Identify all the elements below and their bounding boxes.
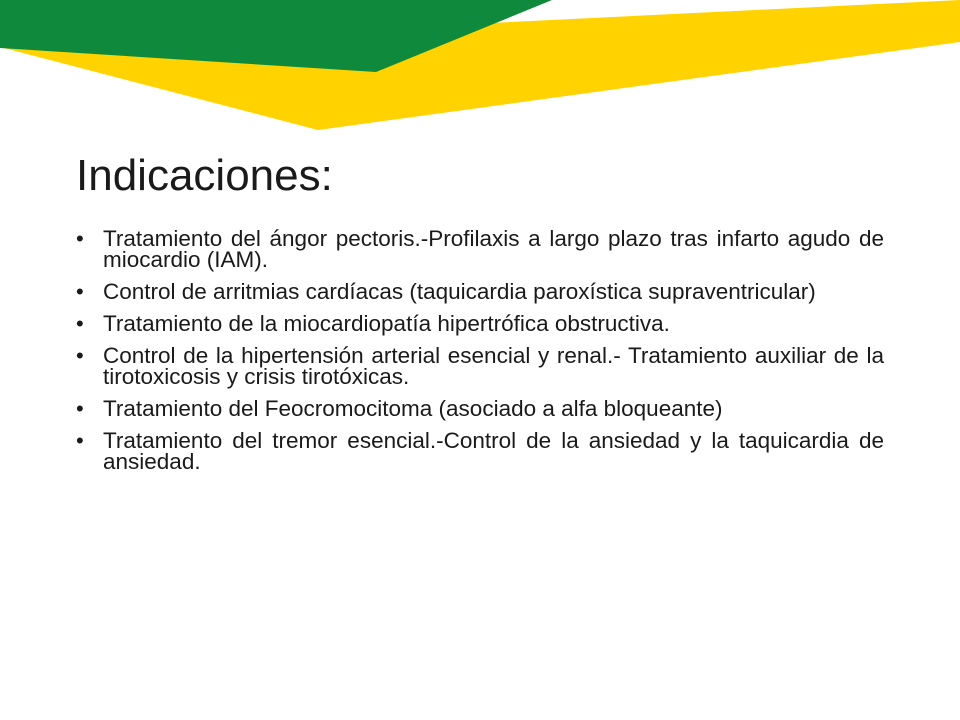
bullet-text: Tratamiento del Feocromocitoma (asociado a alfa bloqueante) [103, 396, 723, 421]
bullet-item [76, 228, 884, 270]
bullet-item [76, 430, 884, 472]
bullet-item [76, 345, 884, 387]
bullet-item [76, 281, 884, 302]
bullet-dot-icon: • [76, 428, 84, 453]
bullet-dot-icon: • [76, 279, 84, 304]
header-banner [0, 0, 960, 140]
bullet-list [76, 228, 884, 483]
bullet-text: Tratamiento del tremor esencial.-Control de la ansiedad y la taquicardia de ansiedad. [103, 428, 884, 474]
slide-title: Indicaciones: [76, 151, 333, 200]
bullet-dot-icon: • [76, 311, 84, 336]
bullet-text: Tratamiento de la miocardiopatía hipertrófica obstructiva. [103, 311, 670, 336]
bullet-text: Control de arritmias cardíacas (taquicardia paroxística supraventricular) [103, 279, 816, 304]
bullet-item [76, 398, 884, 419]
bullet-dot-icon: • [76, 226, 84, 251]
bullet-text: Tratamiento del ángor pectoris.-Profilaxis a largo plazo tras infarto agudo de miocardio (IAM). [103, 226, 884, 272]
bullet-dot-icon: • [76, 396, 84, 421]
bullet-item [76, 313, 884, 334]
bullet-dot-icon: • [76, 343, 84, 368]
bullet-text: Control de la hipertensión arterial esencial y renal.- Tratamiento auxiliar de la tirotoxicosis y crisis tirotóxicas. [103, 343, 884, 389]
